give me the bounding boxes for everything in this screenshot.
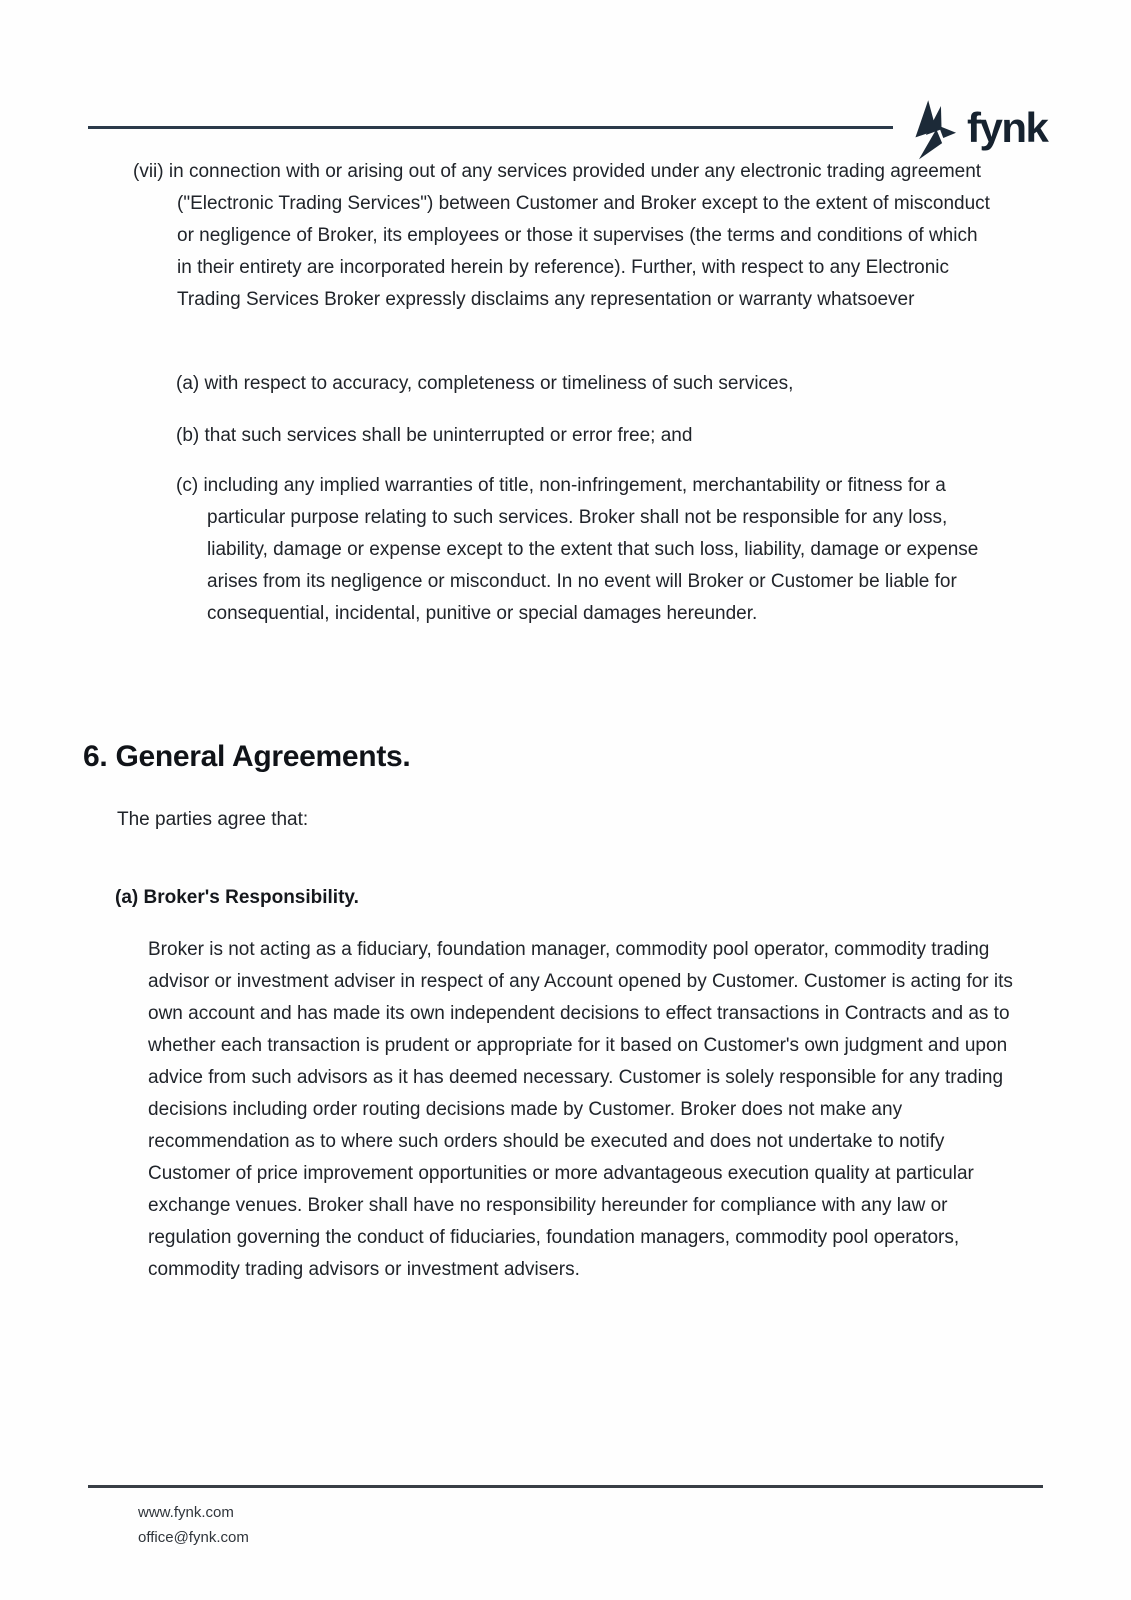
list-item-a-text: with respect to accuracy, completeness or timeliness of such services, bbox=[204, 373, 794, 394]
footer-rule bbox=[88, 1485, 1043, 1488]
list-item-b bbox=[176, 420, 994, 452]
subsection-a-title bbox=[115, 882, 359, 914]
origami-crane-icon bbox=[905, 99, 963, 163]
list-item-c-text: including any implied warranties of title, non-infringement, merchantability or fitness for a particular purpose relating to such services. Broker shall not be responsible for any loss, liability, damage or expense except to the extent that such loss, liability, damage or expense arises from its negligence or misconduct. In no event will Broker or Customer be liable for consequential, incidental, punitive or special damages hereunder. bbox=[203, 475, 979, 624]
list-item-b-label: (b) bbox=[176, 425, 200, 446]
footer bbox=[138, 1500, 249, 1550]
brand-logo bbox=[905, 98, 1048, 164]
brand-wordmark: fynk bbox=[967, 104, 1048, 151]
subsection-a-body: Broker is not acting as a fiduciary, foundation manager, commodity pool operator, commodity trading advisor or investment adviser in respect of any Account opened by Customer. Customer is acting for its own account and has made its own independent decisions to effect transactions in Contracts and as to whether each transaction is prudent or appropriate for it based on Customer's own judgment and upon advice from such advisors as it has deemed necessary. Customer is solely responsible for any trading decisions including order routing decisions made by Customer. Broker does not make any recommendation as to where such orders should be executed and does not undertake to notify Customer of price improvement opportunities or more advantageous execution quality at particular exchange venues. Broker shall have no responsibility hereunder for compliance with any law or regulation governing the conduct of fiduciaries, foundation managers, commodity pool operators, commodity trading advisors or investment advisers. bbox=[148, 939, 1013, 1280]
list-item-a-label: (a) bbox=[176, 373, 200, 394]
list-item-a bbox=[176, 368, 994, 400]
clause-vii-text: in connection with or arising out of any services provided under any electronic trading agreement ("Electronic Trading Services") between Customer and Broker except to the extent of misconduct or negligence of Broker, its employees or those it supervises (the terms and conditions of which in their entirety are incorporated herein by reference). Further, with respect to any Electronic Trading Services Broker expressly disclaims any representation or warranty whatsoever bbox=[168, 161, 990, 310]
subsection-a-label: (a) bbox=[115, 887, 139, 908]
header-rule bbox=[88, 126, 893, 129]
list-item-c-label: (c) bbox=[176, 475, 199, 496]
footer-email: office@fynk.com bbox=[138, 1529, 249, 1546]
section-heading: 6. General Agreements. bbox=[83, 740, 411, 773]
list-item-c bbox=[176, 470, 994, 630]
section-intro: The parties agree that: bbox=[117, 809, 309, 830]
footer-website: www.fynk.com bbox=[138, 1504, 234, 1521]
list-item-b-text: that such services shall be uninterrupted or error free; and bbox=[204, 425, 693, 446]
subsection-a-title-text: Broker's Responsibility. bbox=[143, 887, 359, 908]
clause-vii-label: (vii) bbox=[133, 161, 164, 182]
clause-vii bbox=[133, 156, 993, 316]
